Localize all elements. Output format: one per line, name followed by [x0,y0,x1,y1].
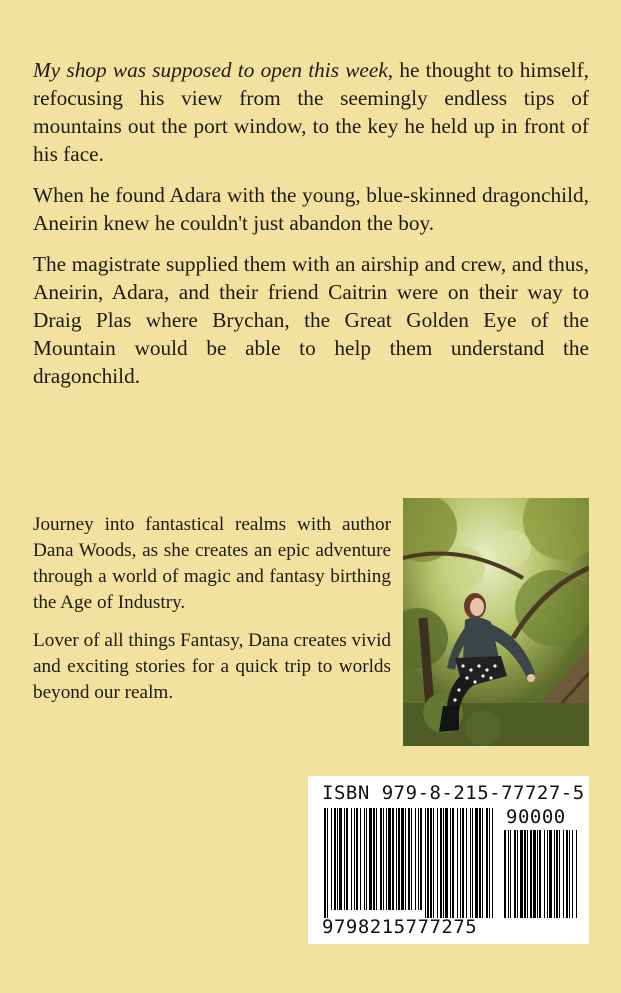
barcode-bar [339,808,342,910]
blurb-paragraph-1 [33,56,589,168]
barcode-bar [366,808,367,910]
addon-bar [556,830,558,918]
addon-bar [510,830,511,918]
barcode-bar [388,808,391,910]
author-bio-paragraph-2: Lover of all things Fantasy, Dana creates vivid and exciting stories for a quick trip to worlds beyond our realm. [33,630,391,703]
isbn-number: ISBN 979-8-215-77727-5 [322,782,585,804]
barcode-bar [472,808,473,918]
addon-bar [572,830,573,918]
barcode-bar [383,808,384,910]
addon-bar [520,830,523,918]
barcode-bar [327,808,328,918]
addon-bar [530,830,532,918]
barcode-bar [466,808,467,918]
addon-bar [504,830,506,918]
barcode-bar [492,808,493,918]
barcode-bar [354,808,355,910]
addon-bar [527,830,528,918]
barcode-bar [415,808,416,910]
addon-bar [537,830,538,918]
barcode-bar [373,808,375,910]
barcode-bar [430,808,432,918]
barcode-bar [470,808,471,918]
barcode-bar [337,808,338,910]
barcode-bar [364,808,365,910]
barcode-bar [462,808,464,918]
barcode-bar [418,808,419,910]
barcode-bar [411,808,412,910]
barcode-bar [482,808,483,918]
barcode-bar [433,808,434,918]
barcode-bar [445,808,448,918]
addon-bar [514,830,516,918]
barcode-bar [346,808,348,910]
barcode-bar [376,808,377,910]
blurb-italic-opening: My shop was supposed to open this week [33,58,388,82]
addon-bar [544,830,545,918]
addon-bar [517,830,518,918]
barcode-bar [380,808,382,910]
barcode-bar [460,808,461,918]
barcode-bar [356,808,358,910]
addon-bar [508,830,509,918]
barcode-bar [440,808,442,918]
barcode-bar [443,808,444,918]
barcode-bar [360,808,361,910]
barcode-bar [331,808,332,910]
barcode-bar [486,808,488,918]
barcode-bar [420,808,422,910]
barcode-bar [324,808,326,918]
addon-bar [566,830,568,918]
addon-bar [547,830,548,918]
blurb-paragraph-3: The magistrate supplied them with an airship and crew, and thus, Aneirin, Adara, and their friend Caitrin were on their way to Draig Plas where Brychan, the Great Golden Eye of the Mountain would be able to help them understand the dragonchild. [33,252,589,388]
author-bio-paragraph-1: Journey into fantastical realms with author Dana Woods, as she creates an epic adventure through a world of magic and fantasy birthing the Age of Industry. [33,514,391,613]
blurb-paragraph-2: When he found Adara with the young, blue-skinned dragonchild, Aneirin knew he couldn't just abandon the boy. [33,183,589,235]
blurb-paragraph-1-text: , he thought to himself, refocusing his view from the seemingly endless tips of mountains out the port window, to the key he held up in front of his face. [33,58,589,166]
barcode-bar [351,808,352,910]
barcode-bar [392,808,394,910]
barcode-bar [369,808,372,910]
barcode-bar [334,808,336,910]
barcode-ean-digits: 9798215777275 [322,916,478,938]
author-photo [403,498,589,746]
barcode-bar [489,808,490,918]
barcode-bar [396,808,397,910]
barcode-addon-digits: 90000 [506,806,566,828]
author-photo-image [403,498,589,746]
barcode-bar [386,808,387,910]
barcode-bar [475,808,478,918]
barcode-bar [344,808,345,910]
barcode-bar [427,808,429,918]
addon-bar [539,830,541,918]
barcode-bar [425,808,426,918]
barcode-bar [437,808,438,918]
barcode-bar [408,808,410,910]
addon-bar [569,830,570,918]
addon-bar [563,830,564,918]
barcode-bar [450,808,451,918]
addon-bar [533,830,536,918]
addon-bar [549,830,552,918]
barcode-bar [398,808,400,910]
back-cover-blurb [33,56,589,403]
addon-bar [524,830,526,918]
barcode-bar [405,808,406,910]
author-bio [33,512,391,718]
isbn-barcode [308,776,589,944]
addon-bar [576,830,577,918]
barcode-bar [401,808,404,910]
barcode-bar [452,808,454,918]
addon-bar [559,830,560,918]
barcode-bar [479,808,481,918]
barcode-bar [457,808,458,918]
addon-bar [554,830,555,918]
